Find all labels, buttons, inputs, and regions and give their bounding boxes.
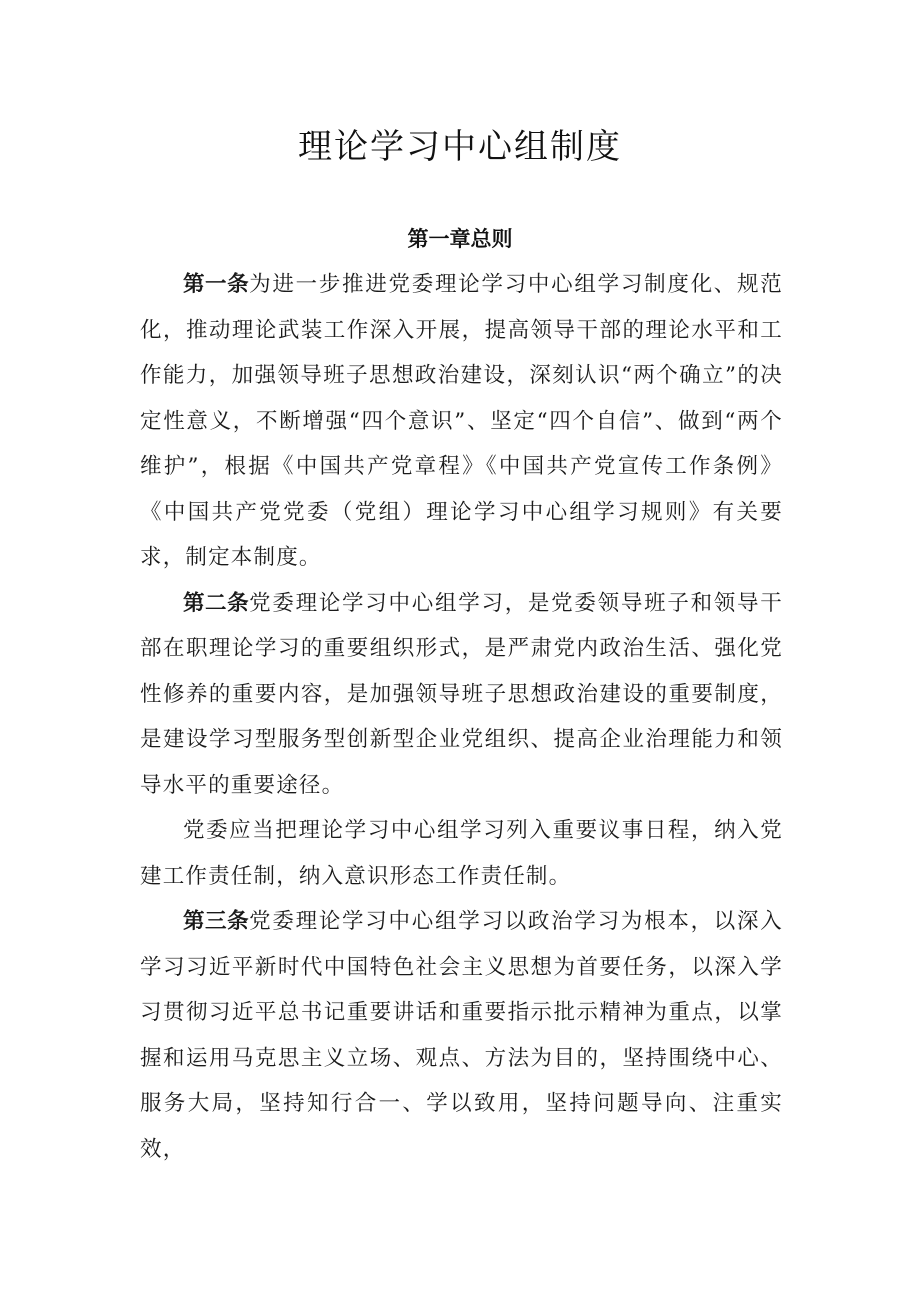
article-label: 第三条: [183, 909, 250, 934]
paragraph-text: 党委理论学习中心组学习以政治学习为根本，以深入学习习近平新时代中国特色社会主义思想为首要任务，以深入学习贯彻习近平总书记重要讲话和重要指示批示精神为重点，以掌握和运用马克思主义立场、观点、方法为目的，坚持围绕中心、服务大局，坚持知行合一、学以致用，坚持问题导向、注重实效，: [140, 909, 783, 1162]
paragraph-text: 党委理论学习中心组学习，是党委领导班子和领导干部在职理论学习的重要组织形式，是严肃党内政治生活、强化党性修养的重要内容，是加强领导班子思想政治建设的重要制度，是建设学习型服务型创新型企业党组织、提高企业治理能力和领导水平的重要途径。: [140, 590, 783, 798]
paragraph-article-2: [140, 581, 783, 809]
paragraph-article-1: [140, 262, 783, 581]
paragraph-article-3: [140, 899, 783, 1172]
article-label: 第一条: [183, 272, 250, 297]
article-label: 第二条: [183, 590, 250, 616]
document-title: 理论学习中心组制度: [298, 127, 622, 167]
paragraph-text: 为进一步推进党委理论学习中心组学习制度化、规范化，推动理论武装工作深入开展，提高领导干部的理论水平和工作能力，加强领导班子思想政治建设，深刻认识“两个确立”的决定性意义，不断增强“四个意识”、坚定“四个自信”、做到“两个维护”，根据《中国共产党章程》《中国共产党宣传工作条例》《中国共产党党委（党组）理论学习中心组学习规则》有关要求，制定本制度。: [140, 272, 783, 570]
paragraph-text: 党委应当把理论学习中心组学习列入重要议事日程，纳入党建工作责任制，纳入意识形态工作责任制。: [140, 818, 783, 889]
paragraph-article-2-continued: [140, 808, 783, 899]
document-body: [140, 262, 783, 1172]
chapter-heading: 第一章总则: [407, 227, 513, 251]
